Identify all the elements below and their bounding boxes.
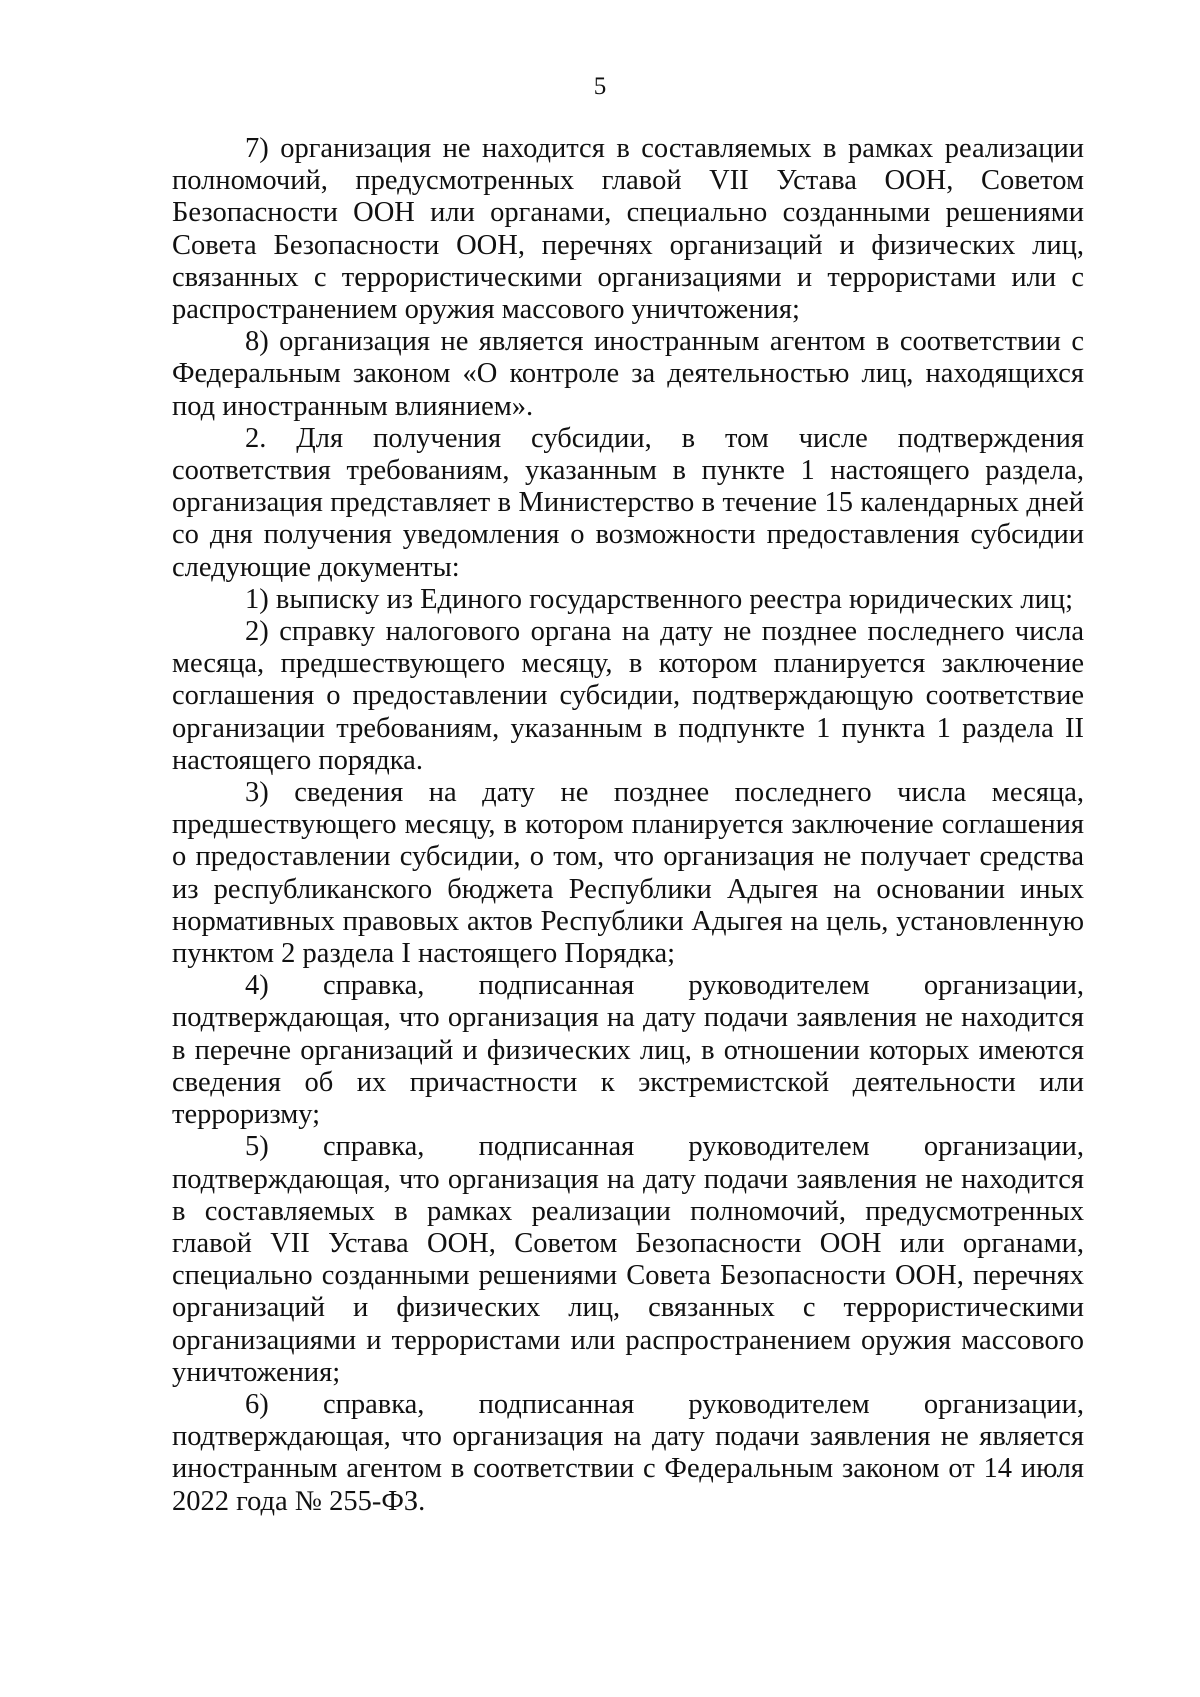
paragraph-doc-4: 4) справка, подписанная руководителем организации, подтверждающая, что организация на дату подачи заявления не находится в перечне организаций и физических лиц, в отношении которых имеются сведения об их причастности к экстремистской деятельности или терроризму; [172,970,1084,1131]
page-number: 5 [593,73,607,100]
paragraph-doc-2: 2) справку налогового органа на дату не позднее последнего числа месяца, предшествующего месяцу, в котором планируется заключение соглашения о предоставлении субсидии, подтверждающую соответствие организации требованиям, указанным в подпункте 1 пункта 1 раздела II настоящего порядка. [172,616,1084,776]
paragraph-doc-5: 5) справка, подписанная руководителем организации, подтверждающая, что организация на дату подачи заявления не находится в составляемых в рамках реализации полномочий, предусмотренных главой VII Устава ООН, Советом Безопасности ООН или органами, специально созданными решениями Совета Безопасности ООН, перечнях организаций и физических лиц, связанных с террористическими организациями и террористами или распространением оружия массового уничтожения; [172,1131,1084,1388]
paragraph-doc-3: 3) сведения на дату не позднее последнего числа месяца, предшествующего месяцу, в котором планируется заключение соглашения о предоставлении субсидии, о том, что организация не получает средства из республиканского бюджета Республики Адыгея на основании иных нормативных правовых актов Республики Адыгея на цель, установленную пунктом 2 раздела I настоящего Порядка; [172,777,1084,970]
document-body [172,133,1084,1518]
paragraph-item-8: 8) организация не является иностранным агентом в соответствии с Федеральным законом «О контроле за деятельностью лиц, находящихся под иностранным влиянием». [172,326,1084,422]
paragraph-doc-6: 6) справка, подписанная руководителем организации, подтверждающая, что организация на дату подачи заявления не является иностранным агентом в соответствии с Федеральным законом от 14 июля 2022 года № 255-ФЗ. [172,1388,1084,1517]
paragraph-doc-1: 1) выписку из Единого государственного реестра юридических лиц; [245,583,1074,615]
paragraph-section-2: 2. Для получения субсидии, в том числе подтверждения соответствия требованиям, указанным в пункте 1 настоящего раздела, организация представляет в Министерство в течение 15 календарных дней со дня получения уведомления о возможности предоставления субсидии следующие документы: [172,422,1084,583]
paragraph-item-7: 7) организация не находится в составляемых в рамках реализации полномочий, предусмотренных главой VII Устава ООН, Советом Безопасности ООН или органами, специально созданными решениями Совета Безопасности ООН, перечнях организаций и физических лиц, связанных с террористическими организациями и террористами или с распространением оружия массового уничтожения; [172,133,1084,326]
